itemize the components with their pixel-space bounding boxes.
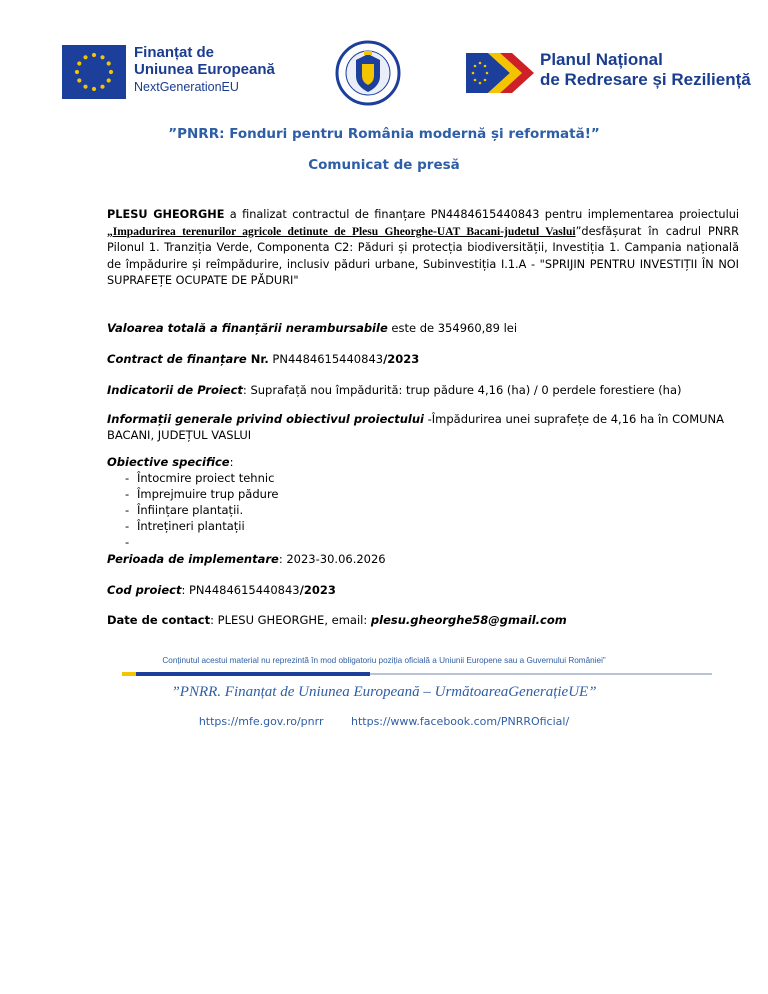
intro-text-2: pentru implementarea proiectului bbox=[539, 208, 740, 221]
contact-email[interactable]: plesu.gheorghe58@gmail.com bbox=[370, 613, 567, 627]
funding-value-text: este de 354960,89 lei bbox=[387, 321, 518, 335]
eu-star-icon bbox=[77, 78, 81, 82]
list-item bbox=[107, 518, 279, 534]
list-item bbox=[107, 486, 279, 502]
general-info-label: Informații generale privind obiectivul proiectului bbox=[107, 412, 424, 426]
eu-line-2: Uniunea Europeană bbox=[134, 61, 275, 78]
bullet-dash: - bbox=[125, 503, 130, 517]
project-code-label: Cod proiect bbox=[107, 583, 182, 597]
indicators-label: Indicatorii de Proiect bbox=[107, 383, 243, 397]
eu-star-icon bbox=[77, 61, 81, 65]
divider-grey-segment bbox=[370, 673, 712, 675]
list-item bbox=[107, 534, 279, 549]
eu-star-icon bbox=[107, 78, 111, 82]
funding-value-line bbox=[107, 320, 747, 336]
eu-stars-icon bbox=[62, 45, 126, 99]
intro-text-1: a finalizat contractul de finanțare bbox=[224, 208, 431, 221]
eu-star-icon bbox=[92, 87, 96, 91]
footer-divider bbox=[122, 672, 712, 676]
project-code-value: : PN4484615440843 bbox=[181, 583, 300, 597]
mfe-link[interactable]: https://mfe.gov.ro/pnrr bbox=[198, 715, 324, 728]
contract-nr: Nr. bbox=[246, 352, 269, 366]
crest-icon bbox=[335, 40, 401, 106]
pnrr-line-2: de Redresare și Reziliență bbox=[540, 70, 751, 89]
main-title: ”PNRR: Fonduri pentru România modernă și reformată!” bbox=[168, 126, 600, 142]
eu-star-icon bbox=[100, 85, 104, 89]
intro-text-3: ”desfășurat în cadrul PNRR Pilonul 1. Tranziția Verde, Componenta C2: Păduri și protecția biodiversității, Investiția 1. Campania națională de împădurire și reîmpădurire, inclusiv păduri urbane, Subinvestiția I.1.A - "SPRIJIN PENTRU INVESTIȚII ÎN NOI SUPRAFEȚE OCUPATE DE PĂDURI" bbox=[107, 224, 739, 287]
eu-star-icon bbox=[107, 61, 111, 65]
funding-value-label: Valoarea totală a finanțării nerambursabile bbox=[107, 321, 388, 335]
divider-yellow-segment bbox=[122, 672, 136, 676]
contact-label: Date de contact bbox=[107, 613, 211, 627]
indicators-text: : Suprafață nou împădurită: trup pădure 4,16 (ha) / 0 perdele forestiere (ha) bbox=[242, 383, 682, 397]
divider-blue-segment bbox=[122, 672, 370, 676]
bullet-dash: - bbox=[125, 471, 130, 485]
objective-text: Înființare plantații. bbox=[137, 503, 244, 517]
contact-text: : PLESU GHEORGHE, email: bbox=[210, 613, 371, 627]
objectives-heading bbox=[107, 454, 747, 470]
general-info-line bbox=[107, 411, 739, 443]
footer-links bbox=[0, 715, 768, 728]
contract-value: PN4484615440843 bbox=[268, 352, 384, 366]
pnrr-arrow-icon bbox=[466, 49, 534, 97]
objective-text: Întocmire proiect tehnic bbox=[137, 471, 275, 485]
pnrr-line-1: Planul Național bbox=[540, 50, 663, 69]
eu-line-1: Finanțat de bbox=[134, 44, 215, 61]
bullet-dash: - bbox=[125, 519, 130, 533]
disclaimer-text: Conținutul acestui material nu reprezintă în mod obligatoriu poziția oficială a Uniunii Europene sau a Guvernului României” bbox=[162, 656, 606, 665]
contract-year: /2023 bbox=[383, 352, 420, 366]
project-code-year: /2023 bbox=[299, 583, 336, 597]
eu-star-icon bbox=[92, 53, 96, 57]
objectives-list bbox=[107, 470, 279, 549]
project-title: „Impadurirea terenurilor agricole detinute de Plesu Gheorghe-UAT Bacani-judetul Vaslui bbox=[107, 225, 576, 238]
implementation-period-line bbox=[107, 551, 747, 567]
objectives-colon: : bbox=[229, 455, 234, 469]
objective-text: Întrețineri plantații bbox=[137, 519, 245, 533]
contact-line bbox=[107, 612, 747, 628]
list-item bbox=[107, 502, 279, 518]
general-info-text: -Împădurirea unei suprafețe de 4,16 ha în COMUNA BACANI, JUDEȚUL VASLUI bbox=[107, 412, 724, 442]
eu-star-icon bbox=[83, 55, 87, 59]
indicators-line bbox=[107, 382, 747, 398]
contract-label: Contract de finanțare bbox=[107, 352, 247, 366]
eu-funding-text bbox=[134, 44, 275, 96]
eu-star-icon bbox=[83, 85, 87, 89]
eu-flag-logo bbox=[62, 45, 126, 99]
eu-star-icon bbox=[109, 70, 113, 74]
bullet-dash: - bbox=[125, 487, 130, 501]
intro-paragraph bbox=[107, 207, 739, 290]
footer-slogan: ”PNRR. Finanțat de Uniunea Europeană – UrmătoareaGenerațieUE” bbox=[171, 684, 597, 700]
project-code-line bbox=[107, 582, 747, 598]
facebook-link[interactable]: https://www.facebook.com/PNRROficial/ bbox=[350, 715, 570, 728]
pnrr-logo-text bbox=[540, 50, 751, 90]
list-item bbox=[107, 470, 279, 486]
government-crest-logo bbox=[335, 40, 401, 106]
beneficiary-name: PLESU GHEORGHE bbox=[107, 208, 225, 221]
intro-contract-number: PN4484615440843 bbox=[430, 208, 540, 221]
pnrr-logo bbox=[466, 49, 534, 97]
eu-line-3: NextGenerationEU bbox=[134, 80, 239, 94]
objectives-label: Obiective specifice bbox=[107, 455, 230, 469]
implementation-period-label: Perioada de implementare bbox=[107, 552, 279, 566]
objective-text: Împrejmuire trup pădure bbox=[137, 487, 279, 501]
bullet-dash: - bbox=[125, 535, 130, 549]
contract-line bbox=[107, 351, 747, 367]
eu-star-icon bbox=[75, 70, 79, 74]
eu-star-icon bbox=[100, 55, 104, 59]
implementation-period-text: : 2023-30.06.2026 bbox=[278, 552, 386, 566]
press-release-subtitle: Comunicat de presă bbox=[308, 157, 460, 173]
